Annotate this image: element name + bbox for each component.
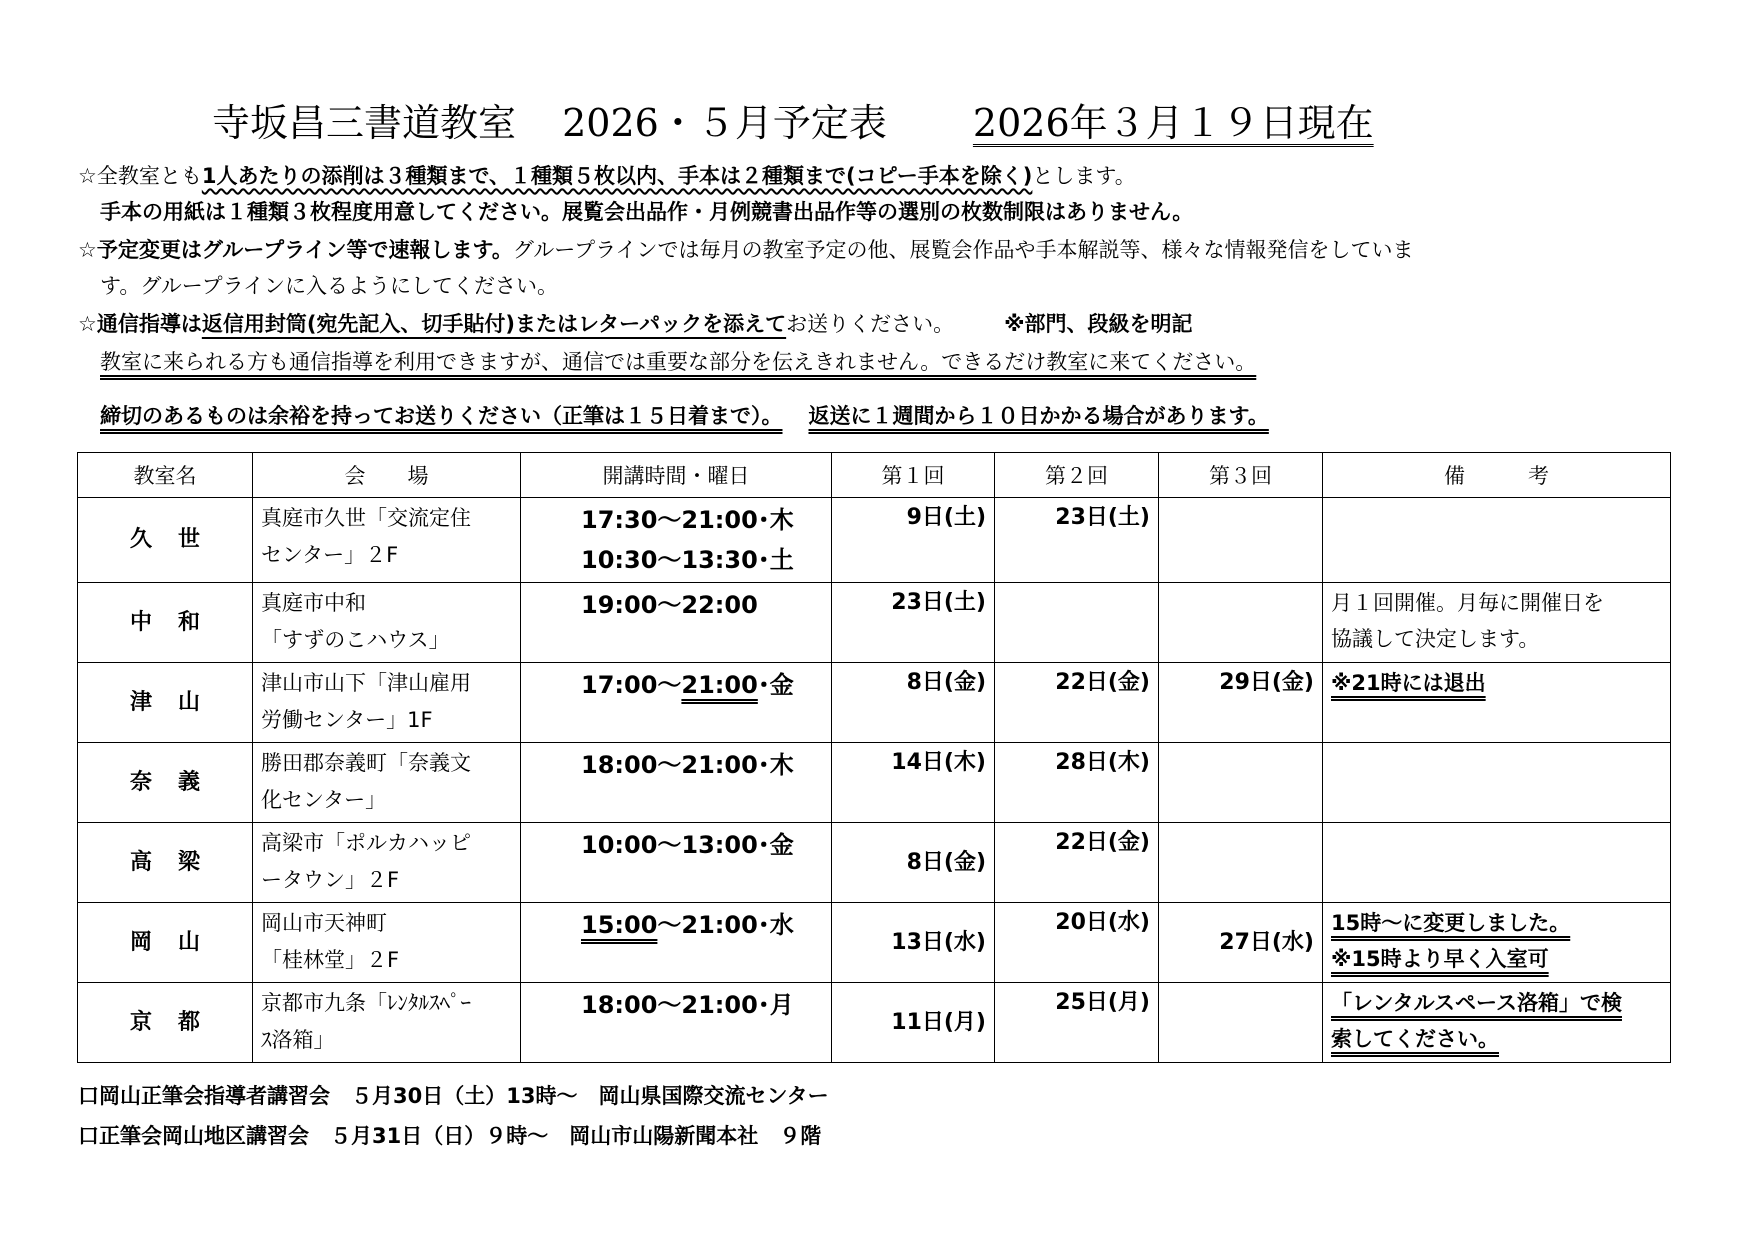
notice-3-text: グループラインでは毎月の教室予定の他、展覧会作品や手本解説等、様々な情報発信をしていま xyxy=(512,238,1414,262)
session-3 xyxy=(1159,583,1323,663)
schedule-table xyxy=(77,452,1671,1063)
col-header: 第２回 xyxy=(995,453,1159,498)
time: 18:00〜21:00･木 xyxy=(521,743,832,823)
remarks: 「レンタルスペース洛箱」で検 索してください。 xyxy=(1323,983,1671,1063)
remarks: ※21時には退出 xyxy=(1323,663,1671,743)
time: 17:30〜21:00･木 10:30〜13:30･土 xyxy=(521,498,832,583)
session-2: 28日(木) xyxy=(995,743,1159,823)
session-2: 23日(土) xyxy=(995,498,1159,583)
col-header: 会 場 xyxy=(253,453,521,498)
notice-2: 手本の用紙は１種類３枚程度用意してください。展覧会出品作・月例競書出品作等の選別の枚数制限はありません。 xyxy=(100,200,1194,224)
time: 18:00〜21:00･月 xyxy=(521,983,832,1063)
footer-event-1: 口岡山正筆会指導者講習会 ５月30日（土）13時〜 岡山県国際交流センター xyxy=(78,1084,829,1108)
notice-4-envelope: 返信用封筒(宛先記入、切手貼付)またはレターパックを添えて xyxy=(201,312,787,336)
classroom-name: 奈義 xyxy=(78,743,253,823)
session-3 xyxy=(1159,743,1323,823)
classroom-name: 津山 xyxy=(78,663,253,743)
classroom-name: 中和 xyxy=(78,583,253,663)
col-header: 開講時間・曜日 xyxy=(521,453,832,498)
notice-1-prefix: ☆全教室とも xyxy=(78,164,202,188)
venue: 真庭市久世「交流定住 センター」２F xyxy=(253,498,521,583)
col-header: 第３回 xyxy=(1159,453,1323,498)
notice-5: 教室に来られる方も通信指導を利用できますが、通信では重要な部分を伝えきれません。できるだけ教室に来てください。 xyxy=(100,350,1257,374)
classroom-name: 高梁 xyxy=(78,823,253,903)
remarks xyxy=(1323,498,1671,583)
venue: 津山市山下「津山雇用 労働センター」1F xyxy=(253,663,521,743)
title-month: 2026・５月予定表 xyxy=(562,101,887,145)
notice-6-return: 返送に１週間から１０日かかる場合があります。 xyxy=(808,404,1269,428)
notice-3 xyxy=(78,234,1414,264)
table-row xyxy=(78,498,1671,583)
notice-3-cont: す。グループラインに入るようにしてください。 xyxy=(100,274,559,298)
venue: 京都市九条「ﾚﾝﾀﾙｽﾍﾟｰ ｽ洛箱」 xyxy=(253,983,521,1063)
notice-4-prefix: ☆通信指導は xyxy=(78,312,202,336)
title-date: 2026年３月１９日現在 xyxy=(972,101,1374,145)
col-header: 第１回 xyxy=(832,453,995,498)
session-1: 9日(土) xyxy=(832,498,995,583)
venue: 高梁市「ポルカハッピ ータウン」２F xyxy=(253,823,521,903)
time: 10:00〜13:00･金 xyxy=(521,823,832,903)
session-2 xyxy=(995,583,1159,663)
table-row xyxy=(78,983,1671,1063)
table-row xyxy=(78,583,1671,663)
session-1: 14日(木) xyxy=(832,743,995,823)
remarks: 15時〜に変更しました。 ※15時より早く入室可 xyxy=(1323,903,1671,983)
notice-3-bold: ☆予定変更はグループライン等で速報します。 xyxy=(78,238,513,262)
session-1: 13日(水) xyxy=(832,903,995,983)
session-2: 20日(水) xyxy=(995,903,1159,983)
notice-4-remark: ※部門、段級を明記 xyxy=(1004,312,1193,336)
session-3 xyxy=(1159,498,1323,583)
session-3: 27日(水) xyxy=(1159,903,1323,983)
remarks xyxy=(1323,823,1671,903)
notice-4 xyxy=(78,308,1193,338)
page-title xyxy=(212,92,1374,147)
session-2: 22日(金) xyxy=(995,663,1159,743)
venue: 勝田郡奈義町「奈義文 化センター」 xyxy=(253,743,521,823)
notice-1-limits: 1人あたりの添削は３種類まで、１種類５枚以内、手本は２種類まで(コピー手本を除く) xyxy=(201,164,1033,188)
notice-1-suffix: とします。 xyxy=(1032,164,1136,188)
classroom-name: 岡山 xyxy=(78,903,253,983)
venue: 真庭市中和 「すずのこハウス」 xyxy=(253,583,521,663)
session-1: 11日(月) xyxy=(832,983,995,1063)
session-3 xyxy=(1159,983,1323,1063)
session-2: 25日(月) xyxy=(995,983,1159,1063)
notice-4-text: お送りください。 xyxy=(786,312,955,336)
table-header-row xyxy=(78,453,1671,498)
session-3 xyxy=(1159,823,1323,903)
col-header: 教室名 xyxy=(78,453,253,498)
time: 19:00〜22:00 xyxy=(521,583,832,663)
notice-1 xyxy=(78,160,1136,190)
remarks xyxy=(1323,743,1671,823)
session-1: 23日(土) xyxy=(832,583,995,663)
footer-event-2: 口正筆会岡山地区講習会 ５月31日（日）９時〜 岡山市山陽新聞本社 ９階 xyxy=(78,1124,822,1148)
classroom-name: 京都 xyxy=(78,983,253,1063)
table-row xyxy=(78,903,1671,983)
remarks: 月１回開催。月毎に開催日を 協議して決定します。 xyxy=(1323,583,1671,663)
notice-6-deadline: 締切のあるものは余裕を持ってお送りください（正筆は１５日着まで）。 xyxy=(100,404,783,428)
time: 15:00〜21:00･水 xyxy=(521,903,832,983)
col-header: 備 考 xyxy=(1323,453,1671,498)
session-1: 8日(金) xyxy=(832,823,995,903)
notice-6 xyxy=(100,400,1269,430)
table-row xyxy=(78,743,1671,823)
session-1: 8日(金) xyxy=(832,663,995,743)
title-main: 寺坂昌三書道教室 xyxy=(212,101,517,145)
table-row xyxy=(78,663,1671,743)
classroom-name: 久世 xyxy=(78,498,253,583)
time: 17:00〜21:00･金 xyxy=(521,663,832,743)
venue: 岡山市天神町 「桂林堂」２F xyxy=(253,903,521,983)
table-row xyxy=(78,823,1671,903)
session-2: 22日(金) xyxy=(995,823,1159,903)
session-3: 29日(金) xyxy=(1159,663,1323,743)
